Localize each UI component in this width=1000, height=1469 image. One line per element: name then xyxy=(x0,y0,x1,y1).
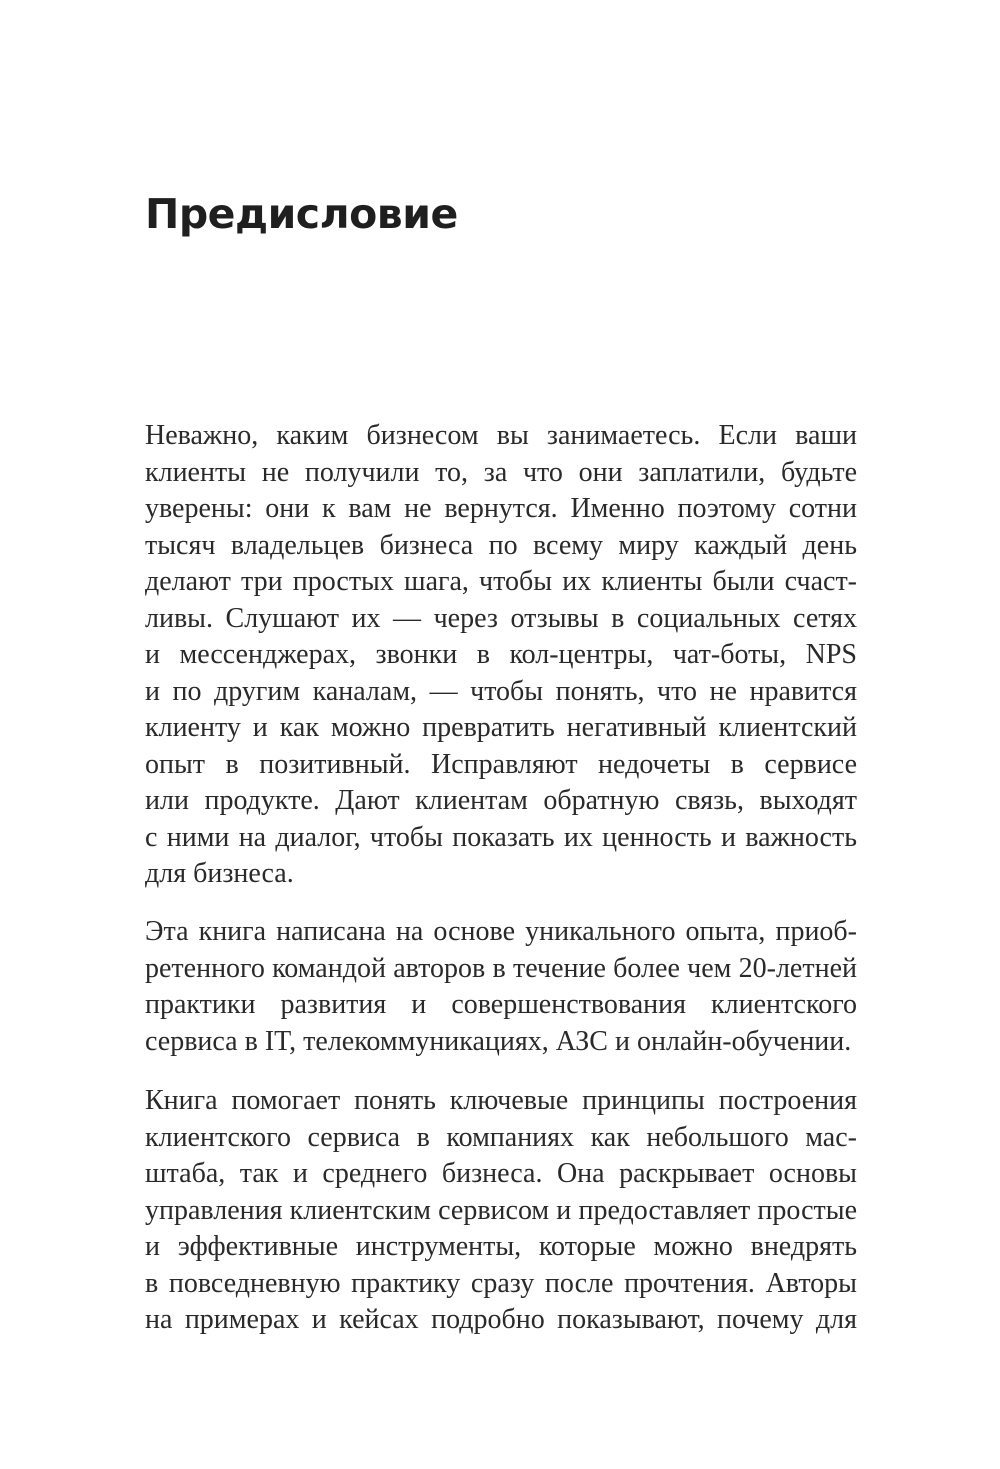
text-line: клиенту и как можно превратить негативный клиентский xyxy=(145,712,857,743)
text-line: и по другим каналам, — чтобы понять, что не нравится xyxy=(145,675,857,707)
text-line: или продукте. Дают клиентам обратную связь, выходят xyxy=(145,785,857,816)
text-line: ретенного командой авторов в течение более чем 20-летней xyxy=(145,952,857,984)
text-line: делают три простых шага, чтобы их клиенты были счаст- xyxy=(145,566,857,597)
paragraph-2 xyxy=(145,914,857,1060)
text-line: опыт в позитивный. Исправляют недочеты в сервисе xyxy=(145,748,857,780)
text-line: сервиса в IT, телекоммуникациях, АЗС и онлайн-обучении. xyxy=(145,1025,852,1057)
text-line: тысяч владельцев бизнеса по всему миру каждый день xyxy=(145,529,857,561)
paragraph-3 xyxy=(145,1083,857,1339)
text-line: Книга помогает понять ключевые принципы построения xyxy=(145,1085,857,1116)
chapter-title: Предисловие xyxy=(145,190,458,238)
text-line: с ними на диалог, чтобы показать их ценность и важность xyxy=(145,821,857,853)
text-line: на примерах и кейсах подробно показывают, почему для xyxy=(145,1304,857,1335)
text-line: и мессенджерах, звонки в кол-центры, чат-боты, NPS xyxy=(145,639,857,670)
text-line: в повседневную практику сразу после прочтения. Авторы xyxy=(145,1267,857,1299)
text-line: и эффективные инструменты, которые можно внедрять xyxy=(145,1231,857,1262)
text-line: ливы. Слушают их — через отзывы в социальных сетях xyxy=(145,602,857,634)
text-line: клиентского сервиса в компаниях как небольшого мас- xyxy=(145,1121,857,1153)
paragraph-1 xyxy=(145,418,857,893)
text-line: управления клиентским сервисом и предоставляет простые xyxy=(145,1194,857,1226)
text-line: клиенты не получили то, за что они заплатили, будьте xyxy=(145,456,857,488)
text-line: практики развития и совершенствования клиентского xyxy=(145,989,857,1020)
text-line: Неважно, каким бизнесом вы занимаетесь. Если ваши xyxy=(145,420,857,451)
text-line: штаба, так и среднего бизнеса. Она раскрывает основы xyxy=(145,1158,857,1189)
text-line: для бизнеса. xyxy=(145,858,294,889)
text-line: уверены: они к вам не вернутся. Именно поэтому сотни xyxy=(145,493,857,524)
text-line: Эта книга написана на основе уникального опыта, приоб- xyxy=(145,916,857,947)
